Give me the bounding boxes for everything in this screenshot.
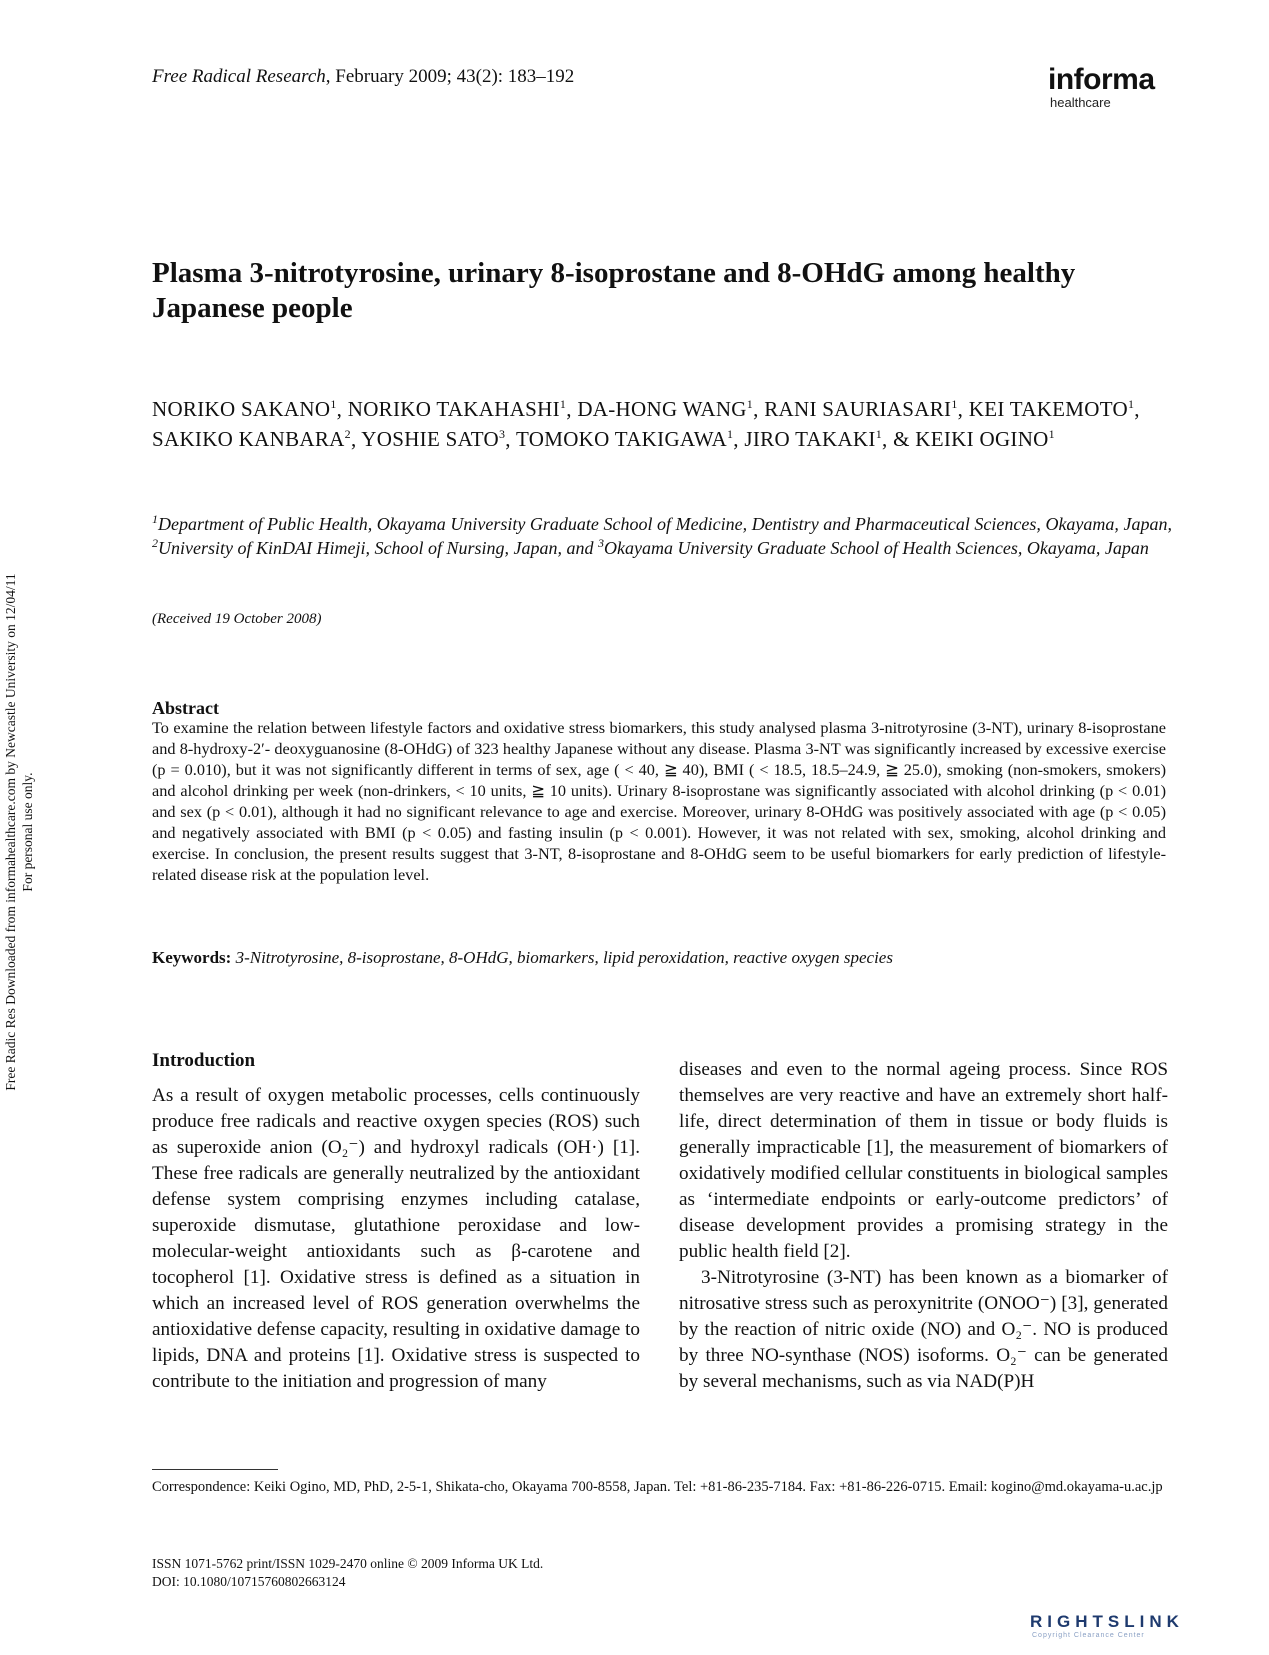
body-right-column	[679, 1057, 1168, 1395]
author-affiliation-mark: 2	[344, 427, 351, 441]
journal-name: Free Radical Research	[152, 66, 326, 87]
right-column-paragraph-1: diseases and even to the normal ageing process. Since ROS themselves are very reactive and have an extremely short half-life, direct determination of them in tissue or body fluids is generally impracticable [1], the measurement of biomarkers of oxidatively modified cellular constituents in biological samples as ‘intermediate endpoints or early-outcome predictors’ of disease development provides a promising strategy in the public health field [2].	[679, 1059, 1168, 1262]
download-watermark	[2, 502, 36, 1162]
author	[577, 397, 764, 421]
author-separator: ,	[336, 397, 348, 421]
keywords-list: 3-Nitrotyrosine, 8-isoprostane, 8-OHdG, biomarkers, lipid peroxidation, reactive oxygen species	[235, 948, 893, 967]
watermark-line-2: For personal use only.	[20, 772, 35, 892]
logo-sub: healthcare	[1050, 95, 1111, 110]
right-column-paragraph-2: 3-Nitrotyrosine (3-NT) has been known as a biomarker of nitrosative stress such as peroxynitrite (ONOO⁻) [3], generated by the reaction of nitric oxide (NO) and O₂⁻. NO is produced by three NO-synthase (NOS) isoforms. O₂⁻ can be generated by several mechanisms, such as via NAD(P)H	[679, 1267, 1168, 1392]
journal-issue: , February 2009; 43(2): 183–192	[325, 66, 575, 87]
author	[152, 427, 361, 451]
author-name: KEI TAKEMOTO	[968, 397, 1128, 421]
author-affiliation-mark: 1	[330, 397, 337, 411]
author-separator: ,	[566, 397, 578, 421]
rightslink-sub: Copyright Clearance Center	[1032, 1632, 1145, 1639]
author	[361, 427, 516, 451]
abstract-heading: Abstract	[152, 698, 219, 718]
author-affiliation-mark: 1	[1127, 397, 1135, 411]
author-separator: ,	[957, 397, 969, 421]
doi-line: DOI: 10.1080/10715760802663124	[152, 1574, 346, 1589]
author	[969, 397, 1140, 421]
author	[152, 397, 348, 421]
keywords	[152, 948, 1166, 968]
author-name: YOSHIE SATO	[361, 427, 499, 451]
author-name: KEIKI OGINO	[915, 427, 1049, 451]
body-left-column: As a result of oxygen metabolic processes, cells continuously produce free radicals and reactive oxygen species (ROS) such as superoxide anion (O₂⁻) and hydroxyl radicals (OH·) [1]. These free radicals are generally neutralized by the antioxidant defense system comprising enzymes including catalase, superoxide dismutase, glutathione peroxidase and low-molecular-weight antioxidants such as β-carotene and tocopherol [1]. Oxidative stress is defined as a situation in which an increased level of ROS generation overwhelms the antioxidative defense capacity, resulting in oxidative damage to lipids, DNA and proteins [1]. Oxidative stress is suspected to contribute to the initiation and progression of many	[152, 1085, 640, 1392]
keywords-label: Keywords:	[152, 948, 232, 967]
author-name: RANI SAURIASARI	[764, 397, 952, 421]
introduction-heading: Introduction	[152, 1050, 256, 1071]
author-affiliation-mark: 1	[1048, 427, 1055, 441]
author-affiliation-mark: 3	[498, 427, 506, 441]
affiliation-number: 2	[152, 536, 158, 550]
affiliation	[152, 538, 598, 558]
journal-citation	[152, 66, 574, 88]
received-date: (Received 19 October 2008)	[152, 611, 322, 627]
affiliation-number: 1	[152, 512, 158, 526]
author-affiliation-mark: 1	[559, 397, 567, 411]
author	[915, 427, 1055, 451]
author-separator: , &	[882, 427, 916, 451]
author-name: NORIKO SAKANO	[152, 397, 331, 421]
author	[516, 427, 744, 451]
informa-logo	[1048, 64, 1178, 110]
author-affiliation-mark: 1	[726, 427, 734, 441]
author-separator: ,	[1134, 397, 1140, 421]
author	[348, 397, 578, 421]
author	[764, 397, 969, 421]
watermark-line-1: Free Radic Res Downloaded from informahealthcare.com by Newcastle University on 12/04/11	[3, 573, 18, 1091]
logo-brand: informa	[1048, 63, 1155, 96]
article-title: Plasma 3-nitrotyrosine, urinary 8-isoprostane and 8-OHdG among healthy Japanese people	[152, 257, 1076, 324]
author-separator: ,	[505, 427, 517, 451]
author-affiliation-mark: 1	[875, 427, 882, 441]
abstract-text: To examine the relation between lifestyle factors and oxidative stress biomarkers, this study analysed plasma 3-nitrotyrosine (3-NT), urinary 8-isoprostane and 8-hydroxy-2′- deoxyguanosine (8-OHdG) of 323 healthy Japanese without any disease. Plasma 3-NT was significantly increased by excessive exercise (p = 0.010), but it was not significantly different in terms of sex, age ( < 40, ≧ 40), BMI ( < 18.5, 18.5–24.9, ≧ 25.0), smoking (non-smokers, smokers) and alcohol drinking per week (non-drinkers, < 10 units, ≧ 10 units). Urinary 8-isoprostane was significantly associated with alcohol drinking (p < 0.01) and sex (p < 0.01), although it had no significant relevance to age and exercise. Moreover, urinary 8-OHdG was positively associated with age (p < 0.05) and negatively associated with BMI (p < 0.05) and fasting insulin (p < 0.001). However, it was not related with sex, smoking, alcohol drinking and exercise. In conclusion, the present results suggest that 3-NT, 8-isoprostane and 8-OHdG seem to be useful biomarkers for early prediction of lifestyle-related disease risk at the population level.	[152, 718, 1166, 884]
author-name: SAKIKO KANBARA	[152, 427, 345, 451]
author-affiliation-mark: 1	[951, 397, 958, 411]
affiliations	[152, 512, 1172, 560]
author-separator: ,	[733, 427, 745, 451]
author-affiliation-mark: 1	[746, 397, 754, 411]
author-list	[152, 394, 1172, 454]
rightslink-label: RIGHTSLINK	[1030, 1612, 1184, 1631]
footnote-divider	[152, 1469, 278, 1470]
affiliation-text: Department of Public Health, Okayama University Graduate School of Medicine, Dentistry and Pharmaceutical Sciences, Okayama, Japan,	[158, 514, 1172, 534]
affiliation-number: 3	[597, 536, 604, 550]
author-separator: ,	[350, 427, 362, 451]
affiliation-text: University of KinDAI Himeji, School of Nursing, Japan, and	[158, 538, 598, 558]
author	[744, 427, 915, 451]
issn-line: ISSN 1071-5762 print/ISSN 1029-2470 online © 2009 Informa UK Ltd.	[152, 1556, 544, 1571]
author-name: JIRO TAKAKI	[744, 427, 876, 451]
author-name: DA-HONG WANG	[577, 397, 747, 421]
author-separator: ,	[753, 397, 765, 421]
affiliation-text: Okayama University Graduate School of Health Sciences, Okayama, Japan	[603, 538, 1149, 558]
rightslink-logo	[1030, 1612, 1184, 1639]
author-name: NORIKO TAKAHASHI	[347, 397, 560, 421]
correspondence-footnote: Correspondence: Keiki Ogino, MD, PhD, 2-5-1, Shikata-cho, Okayama 700-8558, Japan. Tel: +81-86-235-7184. Fax: +81-86-226-0715. Email: kogino@md.okayama-u.ac.jp	[152, 1479, 1163, 1495]
affiliation	[598, 538, 1149, 558]
affiliation	[152, 514, 1172, 534]
issn-block	[152, 1555, 952, 1591]
author-name: TOMOKO TAKIGAWA	[516, 427, 727, 451]
